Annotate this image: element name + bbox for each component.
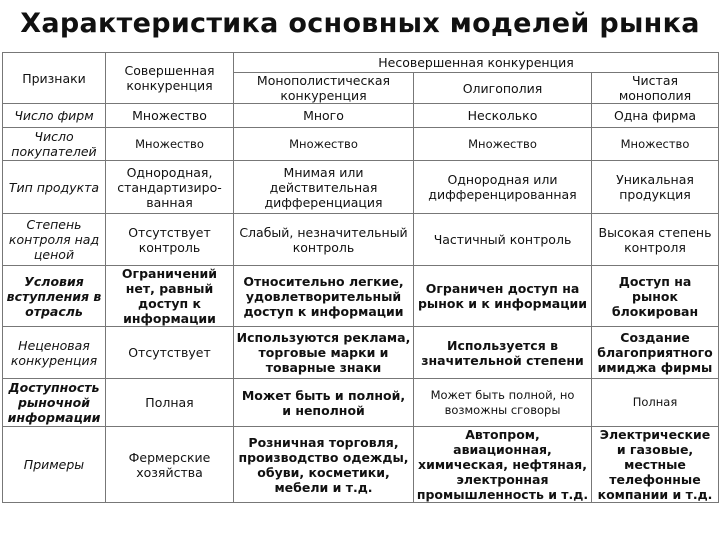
perfect-cell: Однородная, стандартизиро-ванная: [106, 161, 234, 214]
oligopoly-cell: Однородная или дифференцированная: [414, 161, 592, 214]
table-row: [3, 379, 719, 427]
table-row: [3, 161, 719, 214]
feature-cell: Степень контроля над ценой: [3, 214, 106, 266]
feature-cell: Тип продукта: [3, 161, 106, 214]
feature-cell: Примеры: [3, 427, 106, 503]
monopolistic-cell: Мнимая или действительная дифференциация: [234, 161, 414, 214]
feature-cell: Число покупателей: [3, 128, 106, 161]
monopolistic-cell: Множество: [234, 128, 414, 161]
table-row: [3, 266, 719, 327]
perfect-cell: Множество: [106, 104, 234, 128]
pure-monopoly-cell: Полная: [592, 379, 719, 427]
header-imperfect: Несовершенная конкуренция: [234, 53, 719, 73]
pure-monopoly-cell: Одна фирма: [592, 104, 719, 128]
pure-monopoly-cell: Множество: [592, 128, 719, 161]
table-row: [3, 327, 719, 379]
feature-cell: Доступность рыночной информации: [3, 379, 106, 427]
oligopoly-cell: Ограничен доступ на рынок и к информации: [414, 266, 592, 327]
pure-monopoly-cell: Уникальная продукция: [592, 161, 719, 214]
pure-monopoly-cell: Создание благоприятного имиджа фирмы: [592, 327, 719, 379]
table-row: [3, 214, 719, 266]
oligopoly-cell: Используется в значительной степени: [414, 327, 592, 379]
oligopoly-cell: Несколько: [414, 104, 592, 128]
perfect-cell: Фермерские хозяйства: [106, 427, 234, 503]
header-oligopoly: Олигополия: [414, 73, 592, 104]
market-models-table: [2, 52, 719, 503]
pure-monopoly-cell: Электрические и газовые, местные телефонные компании и т.д.: [592, 427, 719, 503]
table-row: [3, 104, 719, 128]
table-row: [3, 427, 719, 503]
perfect-cell: Отсутствует: [106, 327, 234, 379]
monopolistic-cell: Слабый, незначительный контроль: [234, 214, 414, 266]
header-features: Признаки: [3, 53, 106, 104]
monopolistic-cell: Может быть и полной, и неполной: [234, 379, 414, 427]
monopolistic-cell: Относительно легкие, удовлетворительный доступ к информации: [234, 266, 414, 327]
oligopoly-cell: Может быть полной, но возможны сговоры: [414, 379, 592, 427]
page-title: Характеристика основных моделей рынка: [20, 8, 700, 39]
feature-cell: Неценовая конкуренция: [3, 327, 106, 379]
perfect-cell: Полная: [106, 379, 234, 427]
perfect-cell: Ограничений нет, равный доступ к информации: [106, 266, 234, 327]
header-monopolistic: Монополистическая конкуренция: [234, 73, 414, 104]
oligopoly-cell: Автопром, авиационная, химическая, нефтяная, электронная промышленность и т.д.: [414, 427, 592, 503]
pure-monopoly-cell: Доступ на рынок блокирован: [592, 266, 719, 327]
perfect-cell: Множество: [106, 128, 234, 161]
header-perfect: Совершенная конкуренция: [106, 53, 234, 104]
oligopoly-cell: Частичный контроль: [414, 214, 592, 266]
feature-cell: Число фирм: [3, 104, 106, 128]
pure-monopoly-cell: Высокая степень контроля: [592, 214, 719, 266]
oligopoly-cell: Множество: [414, 128, 592, 161]
table-row: [3, 128, 719, 161]
perfect-cell: Отсутствует контроль: [106, 214, 234, 266]
feature-cell: Условия вступления в отрасль: [3, 266, 106, 327]
header-pure-monopoly: Чистая монополия: [592, 73, 719, 104]
monopolistic-cell: Много: [234, 104, 414, 128]
monopolistic-cell: Используются реклама, торговые марки и товарные знаки: [234, 327, 414, 379]
header-row-top: [3, 53, 719, 73]
monopolistic-cell: Розничная торговля, производство одежды, обуви, косметики, мебели и т.д.: [234, 427, 414, 503]
